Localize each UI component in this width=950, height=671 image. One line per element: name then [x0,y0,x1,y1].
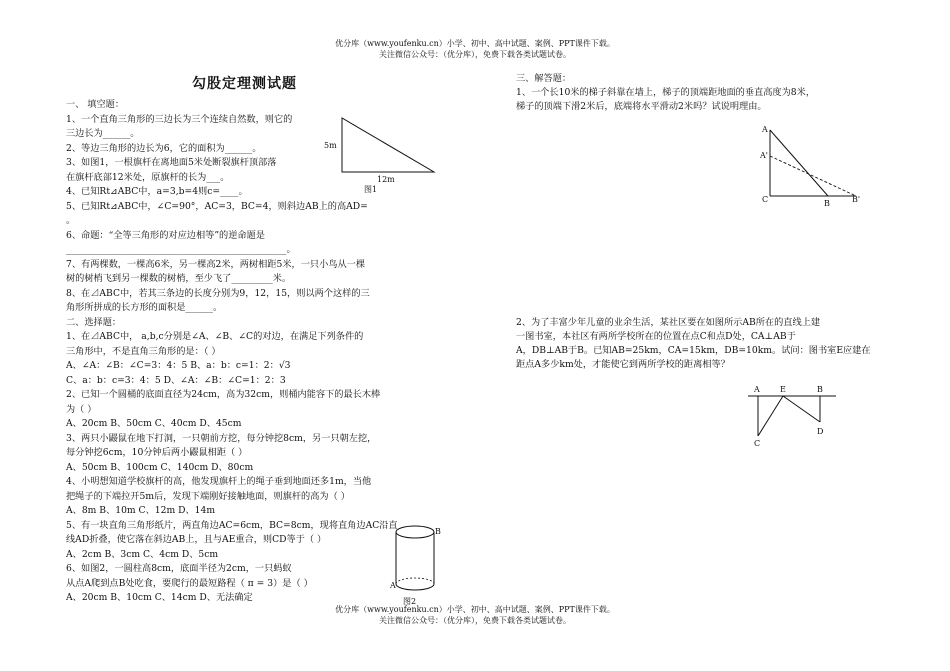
left-line: 线AD折叠，使它落在斜边AB上，且与AE重合，则CD等于（ ） [66,534,327,545]
ladder-label-b: B [824,199,830,208]
fig2-label-b: B [435,527,441,536]
left-line: 3、两只小鼹鼠在地下打洞，一只朝前方挖，每分钟挖8cm，另一只朝左挖， [66,432,377,444]
left-line: A、20cm B、50cm C、40cm D、45cm [66,418,242,429]
right-q1-line: 1、一个长10米的梯子斜靠在墙上，梯子的顶端距地面的垂直高度为8米， [516,87,816,98]
footer-line-2: 关注微信公众号：（优分库），免费下载各类试题试卷。 [379,616,571,625]
left-line: 6、命题：“全等三角形的对应边相等”的逆命题是 [66,229,265,241]
right-q1-line: 三、解答题： [516,73,572,84]
left-line: A、∠A：∠B：∠C=3：4：5 B、a：b：c=1：2：√3 [66,360,291,371]
left-line: 从点A爬到点B处吃食，要爬行的最短路程（ π = 3）是（ ） [66,577,313,589]
left-line: 1、一个直角三角形的三边长为三个连续自然数，则它的 [66,113,293,125]
right-q2-line: 距点A多少km处，才能使它到两所学校的距离相等？ [516,359,730,370]
left-line: 5、有一块直角三角形纸片，两直角边AC=6cm，BC=8cm，现将直角边AC沿直 [66,519,398,531]
figure-1-triangle [322,116,440,196]
left-line: 8、在⊿ABC中，若其三条边的长度分别为9，12，15，则以两个这样的三 [66,287,370,299]
fig1-side-label: 5m [324,141,337,150]
figure-schools [744,384,840,448]
left-line: 。 [66,215,76,226]
left-line: A、2cm B、3cm C、4cm D、5cm [66,548,219,560]
fig2-label-a: A [390,581,396,590]
fig1-base-label: 12m [377,175,395,184]
school-label-b: B [817,385,823,394]
footer-line-1: 优分库（www.youfenku.cn）小学、初中、高中试题、案例、PPT课件下载。 [335,605,615,614]
left-line: 为（ ） [66,403,97,415]
school-label-d: D [817,427,824,436]
school-label-a: A [754,385,760,394]
header-line-1: 优分库（www.youfenku.cn）小学、初中、高中试题、案例、PPT课件下载。 [335,39,615,48]
right-q2-line: A，DB⊥AB于B。已知AB=25km，CA=15km，DB=10km。试问：图书室E应建在 [516,345,871,356]
school-label-e: E [780,385,786,394]
left-line: 5、已知Rt⊿ABC中，∠C=90°，AC=3，BC=4，则斜边AB上的高AD= [66,200,368,212]
left-line: 在旗杆底部12米处，原旗杆的长为___。 [66,171,230,183]
ladder-label-a-prime: A' [760,151,768,160]
left-line: 2、等边三角形的边长为6，它的面积为______。 [66,142,262,154]
left-line: 4、已知Rt⊿ABC中，a=3,b=4则c=____。 [66,186,248,197]
left-line: 三角形中，不是直角三角形的是：（ ） [66,345,221,357]
left-line: 角形所拼成的长方形的面积是______。 [66,302,223,313]
left-line: 6、如图2，一圆柱高8cm，底面半径为2cm，一只蚂蚁 [66,563,292,574]
right-q1-line: 梯子的顶端下滑2米后，底端将水平滑动2米吗？试说明理由。 [516,101,767,112]
fig1-caption: 图1 [364,185,378,194]
left-line: ________________________________________________。 [66,244,296,255]
right-q2-line: 一图书室，本社区有两所学校所在的位置在点C和点D处，CA⊥AB于 [516,331,796,342]
left-line: A、50cm B、100cm C、140cm D、80cm [66,461,254,473]
left-line: 4、小明想知道学校旗杆的高，他发现旗杆上的绳子垂到地面还多1m，当他 [66,476,372,487]
left-line: 二、选择题： [66,316,122,328]
right-q2-line: 2、为了丰富少年儿童的业余生活，某社区要在如图所示AB所在的直线上建 [516,317,821,328]
left-line: C、a：b：c=3：4：5 D、∠A：∠B：∠C=1：2：3 [66,374,286,386]
school-label-c: C [754,439,761,448]
left-line: 1、在⊿ABC中， a,b,c分别是∠A、∠B、∠C的对边，在满足下列条件的 [66,331,364,342]
figure-ladder [756,122,866,208]
left-line: 2、已知一个圆桶的底面直径为24cm，高为32cm，则桶内能容下的最长木棒 [66,389,381,400]
left-line: A、20cm B、10cm C、14cm D、无法确定 [66,592,253,603]
left-line: 一、 填空题： [66,99,125,110]
left-line: 7、有两棵数，一棵高6米，另一棵高2米，两树相距5米，一只小鸟从一棵 [66,258,366,270]
fig2-caption: 图2 [403,597,417,606]
ladder-label-c: C [762,195,769,204]
left-line: 每分钟挖6cm，10分钟后两小鼹鼠相距（ ） [66,447,248,458]
left-line: A、8m B、10m C、12m D、14m [66,505,216,516]
ladder-label-a: A [762,125,768,134]
header-line-2: 关注微信公众号：（优分库），免费下载各类试题试卷。 [379,50,571,59]
left-line: 树的树梢飞到另一棵数的树梢，至少飞了_________米。 [66,273,292,284]
figure-2-cylinder [388,522,446,606]
page-title: 勾股定理测试题 [192,76,297,92]
left-line: 三边长为______。 [66,128,140,139]
ladder-label-b-prime: B' [852,195,861,204]
left-line: 把绳子的下端拉开5m后，发现下端刚好接触地面，则旗杆的高为（ ） [66,490,350,502]
left-line: 3、如图1，一根旗杆在离地面5米处断裂旗杆顶部落 [66,157,277,168]
